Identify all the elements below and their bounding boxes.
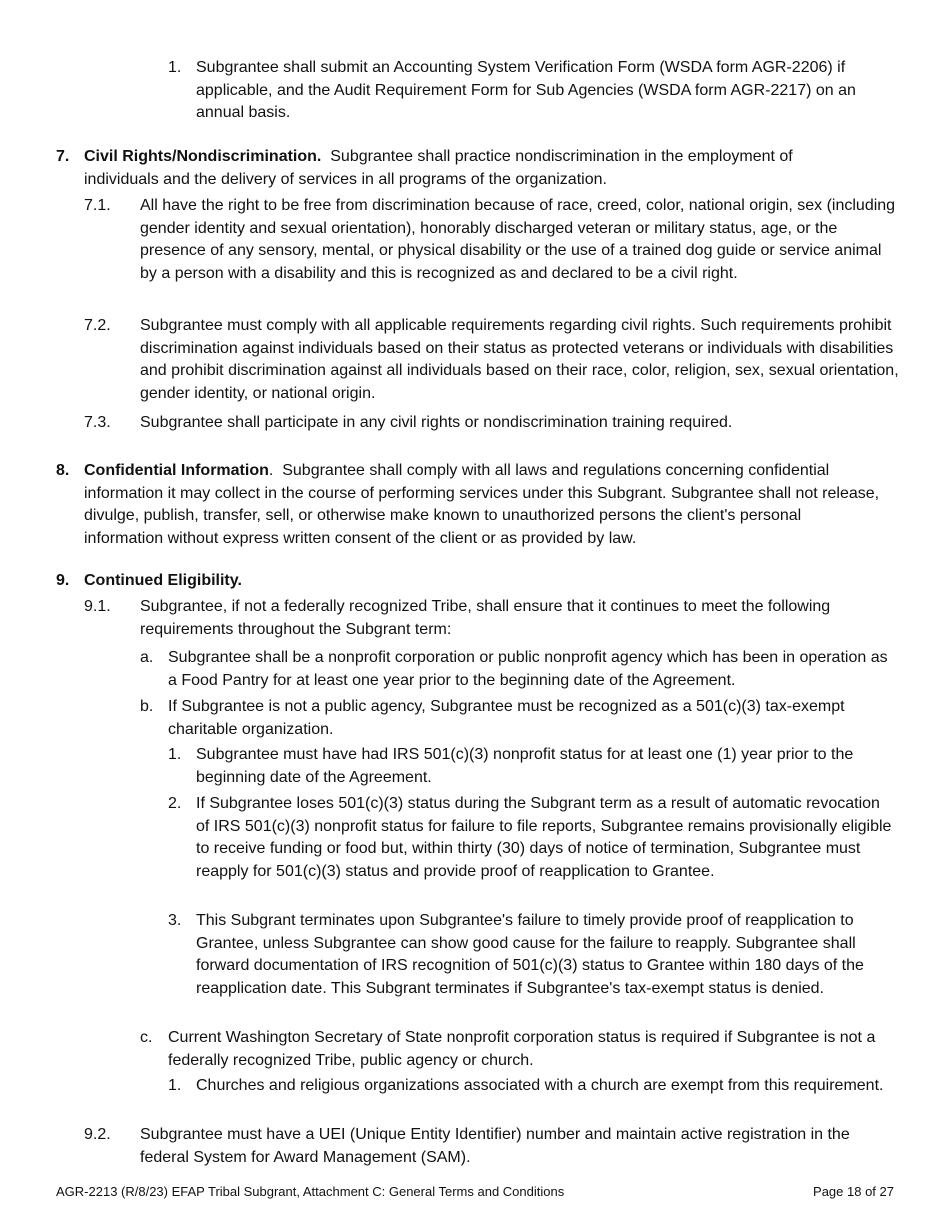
item-9-1-text: Subgrantee, if not a federally recognized Tribe, shall ensure that it continues to meet the following requirements throughout the Subgrant term:: [140, 598, 831, 638]
item-9-2-text: Subgrantee must have a UEI (Unique Entity Identifier) number and maintain active registration in the federal System for Award Management (SAM).: [140, 1126, 850, 1166]
item-9-1-b-1-text: Subgrantee must have had IRS 501(c)(3) nonprofit status for at least one (1) year prior to the beginning date of the Agreement.: [196, 746, 854, 786]
footer-form-label: AGR-2213 (R/8/23) EFAP Tribal Subgrant, Attachment C: General Terms and Conditions: [56, 1184, 565, 1199]
section-7-paragraph: [84, 146, 844, 191]
item-9-2-number: 9.2.: [84, 1126, 111, 1143]
item-7-3-number: 7.3.: [84, 414, 111, 431]
item-9-1-number: 9.1.: [84, 598, 111, 615]
section-8-text: Subgrantee shall comply with all laws and regulations concerning confidential information it may collect in the course of performing services under this Subgrant. Subgrantee shall not release, divulge, publish, transfer, sell, or otherwise make known to unauthorized persons the client's personal information without express written consent of the client or as provided by law.: [84, 462, 880, 548]
item-7-3-text: Subgrantee shall participate in any civil rights or nondiscrimination training required.: [140, 414, 733, 431]
item-7-2-number: 7.2.: [84, 317, 111, 334]
item-9-1-c-1-number: 1.: [168, 1077, 182, 1094]
section-7-text: Subgrantee shall practice nondiscrimination in the employment of individuals and the delivery of services in all programs of the organization.: [84, 148, 793, 188]
item-9-1-a-label: a.: [140, 649, 154, 666]
item-9-1-b-2-text: If Subgrantee loses 501(c)(3) status during the Subgrant term as a result of automatic revocation of IRS 501(c)(3) nonprofit status for failure to file reports, Subgrantee remains provisionally eligible to receive funding or food but, within thirty (30) days of notice of termination, Subgrantee must reapply for 501(c)(3) status and provide proof of reapplication to Grantee.: [196, 795, 892, 881]
item-9-1-b-2-number: 2.: [168, 795, 182, 812]
section-7-title: Civil Rights/Nondiscrimination.: [84, 148, 322, 165]
item-9-1-b-label: b.: [140, 698, 154, 715]
section-8-number: 8.: [56, 462, 70, 479]
item-9-1-b-1-number: 1.: [168, 746, 182, 763]
section-8-paragraph: Confidential Information. Subgrantee shall comply with all laws and regulations concerning confidential information it may collect in the course of performing services under this Subgrant. Subgrantee shall not release, divulge, publish, transfer, sell, or otherwise make known to unauthorized persons the client's personal information without express written consent of the client or as provided by law.: [84, 462, 880, 548]
section-9-title: Continued Eligibility.: [84, 572, 242, 589]
section-8-title: Confidential Information: [84, 462, 269, 479]
item-9-1-c-1-text: Churches and religious organizations associated with a church are exempt from this requirement.: [196, 1077, 884, 1094]
item-9-1-b-3-number: 3.: [168, 912, 182, 929]
item-9-1-b-3-text: This Subgrant terminates upon Subgrantee's failure to timely provide proof of reapplication to Grantee, unless Subgrantee can show good cause for the failure to reapply. Subgrantee shall forward documentation of IRS recognition of 501(c)(3) status to Grantee within 180 days of the reapplication date. This Subgrant terminates if Subgrantee's tax-exempt status is denied.: [196, 912, 864, 998]
section-7-number: 7.: [56, 148, 70, 165]
section-9-number: 9.: [56, 572, 70, 589]
footer-page-number: Page 18 of 27: [813, 1184, 894, 1199]
item-9-1-b-text: If Subgrantee is not a public agency, Subgrantee must be recognized as a 501(c)(3) tax-exempt charitable organization.: [168, 698, 845, 738]
item-9-1-a-text: Subgrantee shall be a nonprofit corporation or public nonprofit agency which has been in operation as a Food Pantry for at least one year prior to the beginning date of the Agreement.: [168, 649, 888, 689]
item-7-1-number: 7.1.: [84, 197, 111, 214]
item-7-2-text: Subgrantee must comply with all applicable requirements regarding civil rights. Such requirements prohibit discrimination against individuals based on their status as protected veterans or individuals with disabilities and prohibit discrimination against all individuals based on their race, color, religion, sex, sexual orientation, gender identity, or national origin.: [140, 317, 899, 403]
item-7-1-text: All have the right to be free from discrimination because of race, creed, color, national origin, sex (including gender identity and sexual orientation), honorably discharged veteran or military status, age, or the presence of any sensory, mental, or physical disability or the use of a trained dog guide or service animal by a person with a disability and this is recognized as and declared to be a civil right.: [140, 197, 896, 283]
list-item-text: Subgrantee shall submit an Accounting System Verification Form (WSDA form AGR-2206) if applicable, and the Audit Requirement Form for Sub Agencies (WSDA form AGR-2217) on an annual basis.: [196, 59, 856, 122]
item-9-1-c-label: c.: [140, 1029, 153, 1046]
list-number: 1.: [168, 59, 182, 76]
item-9-1-c-text: Current Washington Secretary of State nonprofit corporation status is required if Subgrantee is not a federally recognized Tribe, public agency or church.: [168, 1029, 876, 1069]
